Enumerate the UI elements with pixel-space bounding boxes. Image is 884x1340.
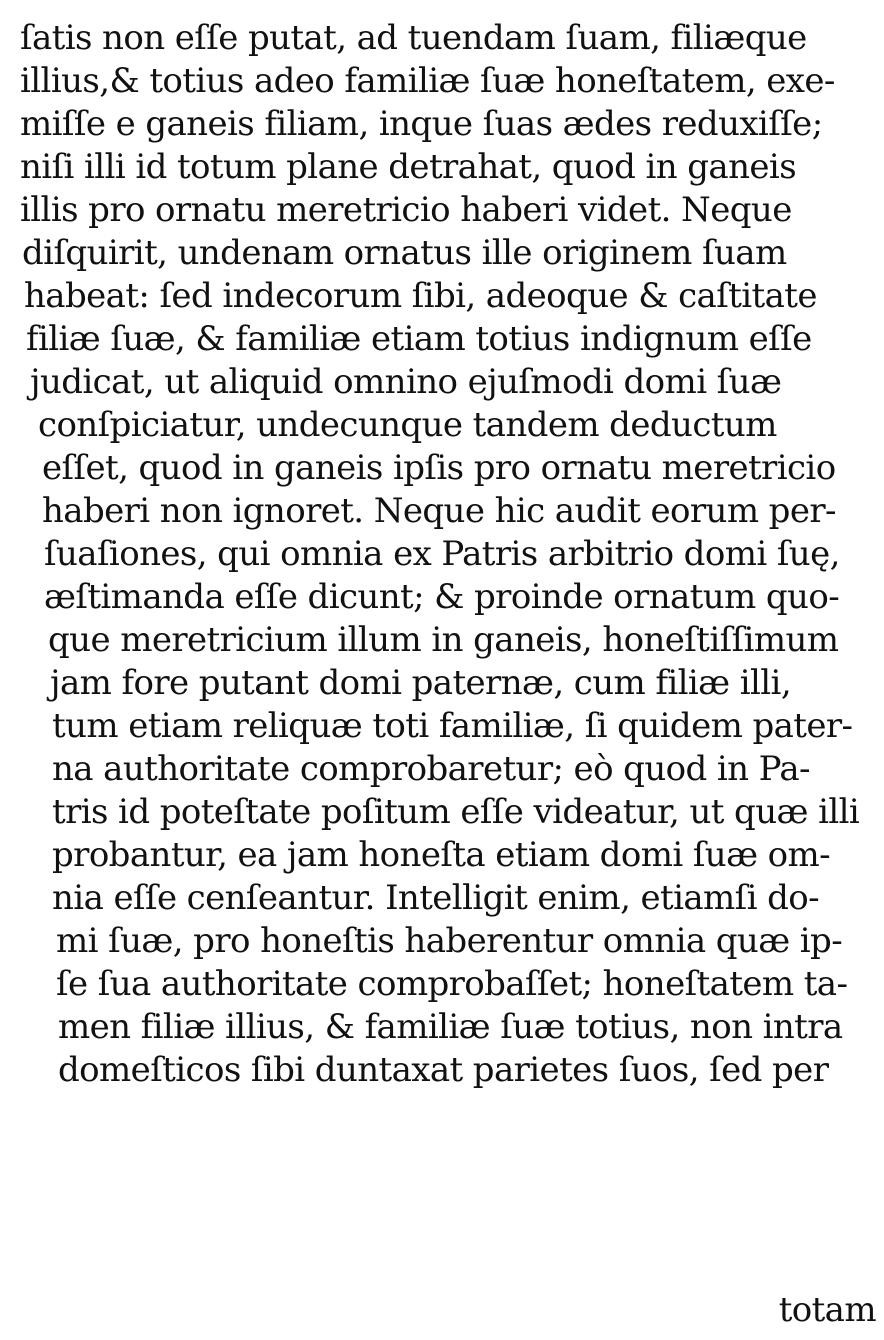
text-line: illius,& totius adeo familiæ ſuæ honeſtatem, exe- (20, 61, 835, 101)
text-line: domeſticos ſibi duntaxat parietes ſuos, ſed per (58, 1050, 829, 1090)
text-line: conſpiciatur, undecunque tandem deductum (38, 405, 777, 445)
catchword: totam (778, 1290, 876, 1330)
text-line: ſe ſua authoritate comprobaſſet; honeſtatem ta- (56, 964, 848, 1004)
text-line: æſtimanda eſſe dicunt; & proinde ornatum quo- (44, 577, 840, 617)
text-line: eſſet, quod in ganeis ipſis pro ornatu meretricio (42, 448, 836, 488)
text-line: habeat: ſed indecorum ſibi, adeoque & caſtitate (24, 276, 817, 316)
text-line: ſatis non eſſe putat, ad tuendam ſuam, filiæque (20, 18, 807, 58)
text-line: probantur, ea jam honeſta etiam domi ſuæ om- (52, 835, 831, 875)
text-line: judicat, ut aliquid omnino ejuſmodi domi ſuæ (30, 362, 782, 402)
text-line: haberi non ignoret. Neque hic audit eorum per- (42, 491, 836, 531)
text-line: ſuaſiones, qui omnia ex Patris arbitrio domi ſuę, (44, 534, 840, 574)
text-line: niſi illi id totum plane detrahat, quod in ganeis (20, 147, 797, 187)
text-line: que meretricium illum in ganeis, honeſtiſſimum (48, 620, 839, 660)
text-line: diſquirit, undenam ornatus ille originem ſuam (22, 233, 787, 273)
text-line: tum etiam reliquæ toti familiæ, ſi quidem pater- (52, 706, 853, 746)
text-line: miſſe e ganeis filiam, inque ſuas ædes reduxiſſe; (20, 104, 823, 144)
text-line: men filiæ illius, & familiæ ſuæ totius, non intra (58, 1007, 843, 1047)
text-line: tris id poteſtate poſitum eſſe videatur, ut quæ illi (52, 792, 860, 832)
text-line: mi ſuæ, pro honeſtis haberentur omnia quæ ip- (56, 921, 843, 961)
text-line: nia eſſe cenſeantur. Intelligit enim, etiamſi do- (52, 878, 820, 918)
text-line: illis pro ornatu meretricio haberi videt. Neque (20, 190, 792, 230)
text-line: jam fore putant domi paternæ, cum filiæ illi, (50, 663, 792, 703)
text-line: filiæ ſuæ, & familiæ etiam totius indignum eſſe (26, 319, 812, 359)
text-line: na authoritate comprobaretur; eò quod in Pa- (52, 749, 810, 789)
